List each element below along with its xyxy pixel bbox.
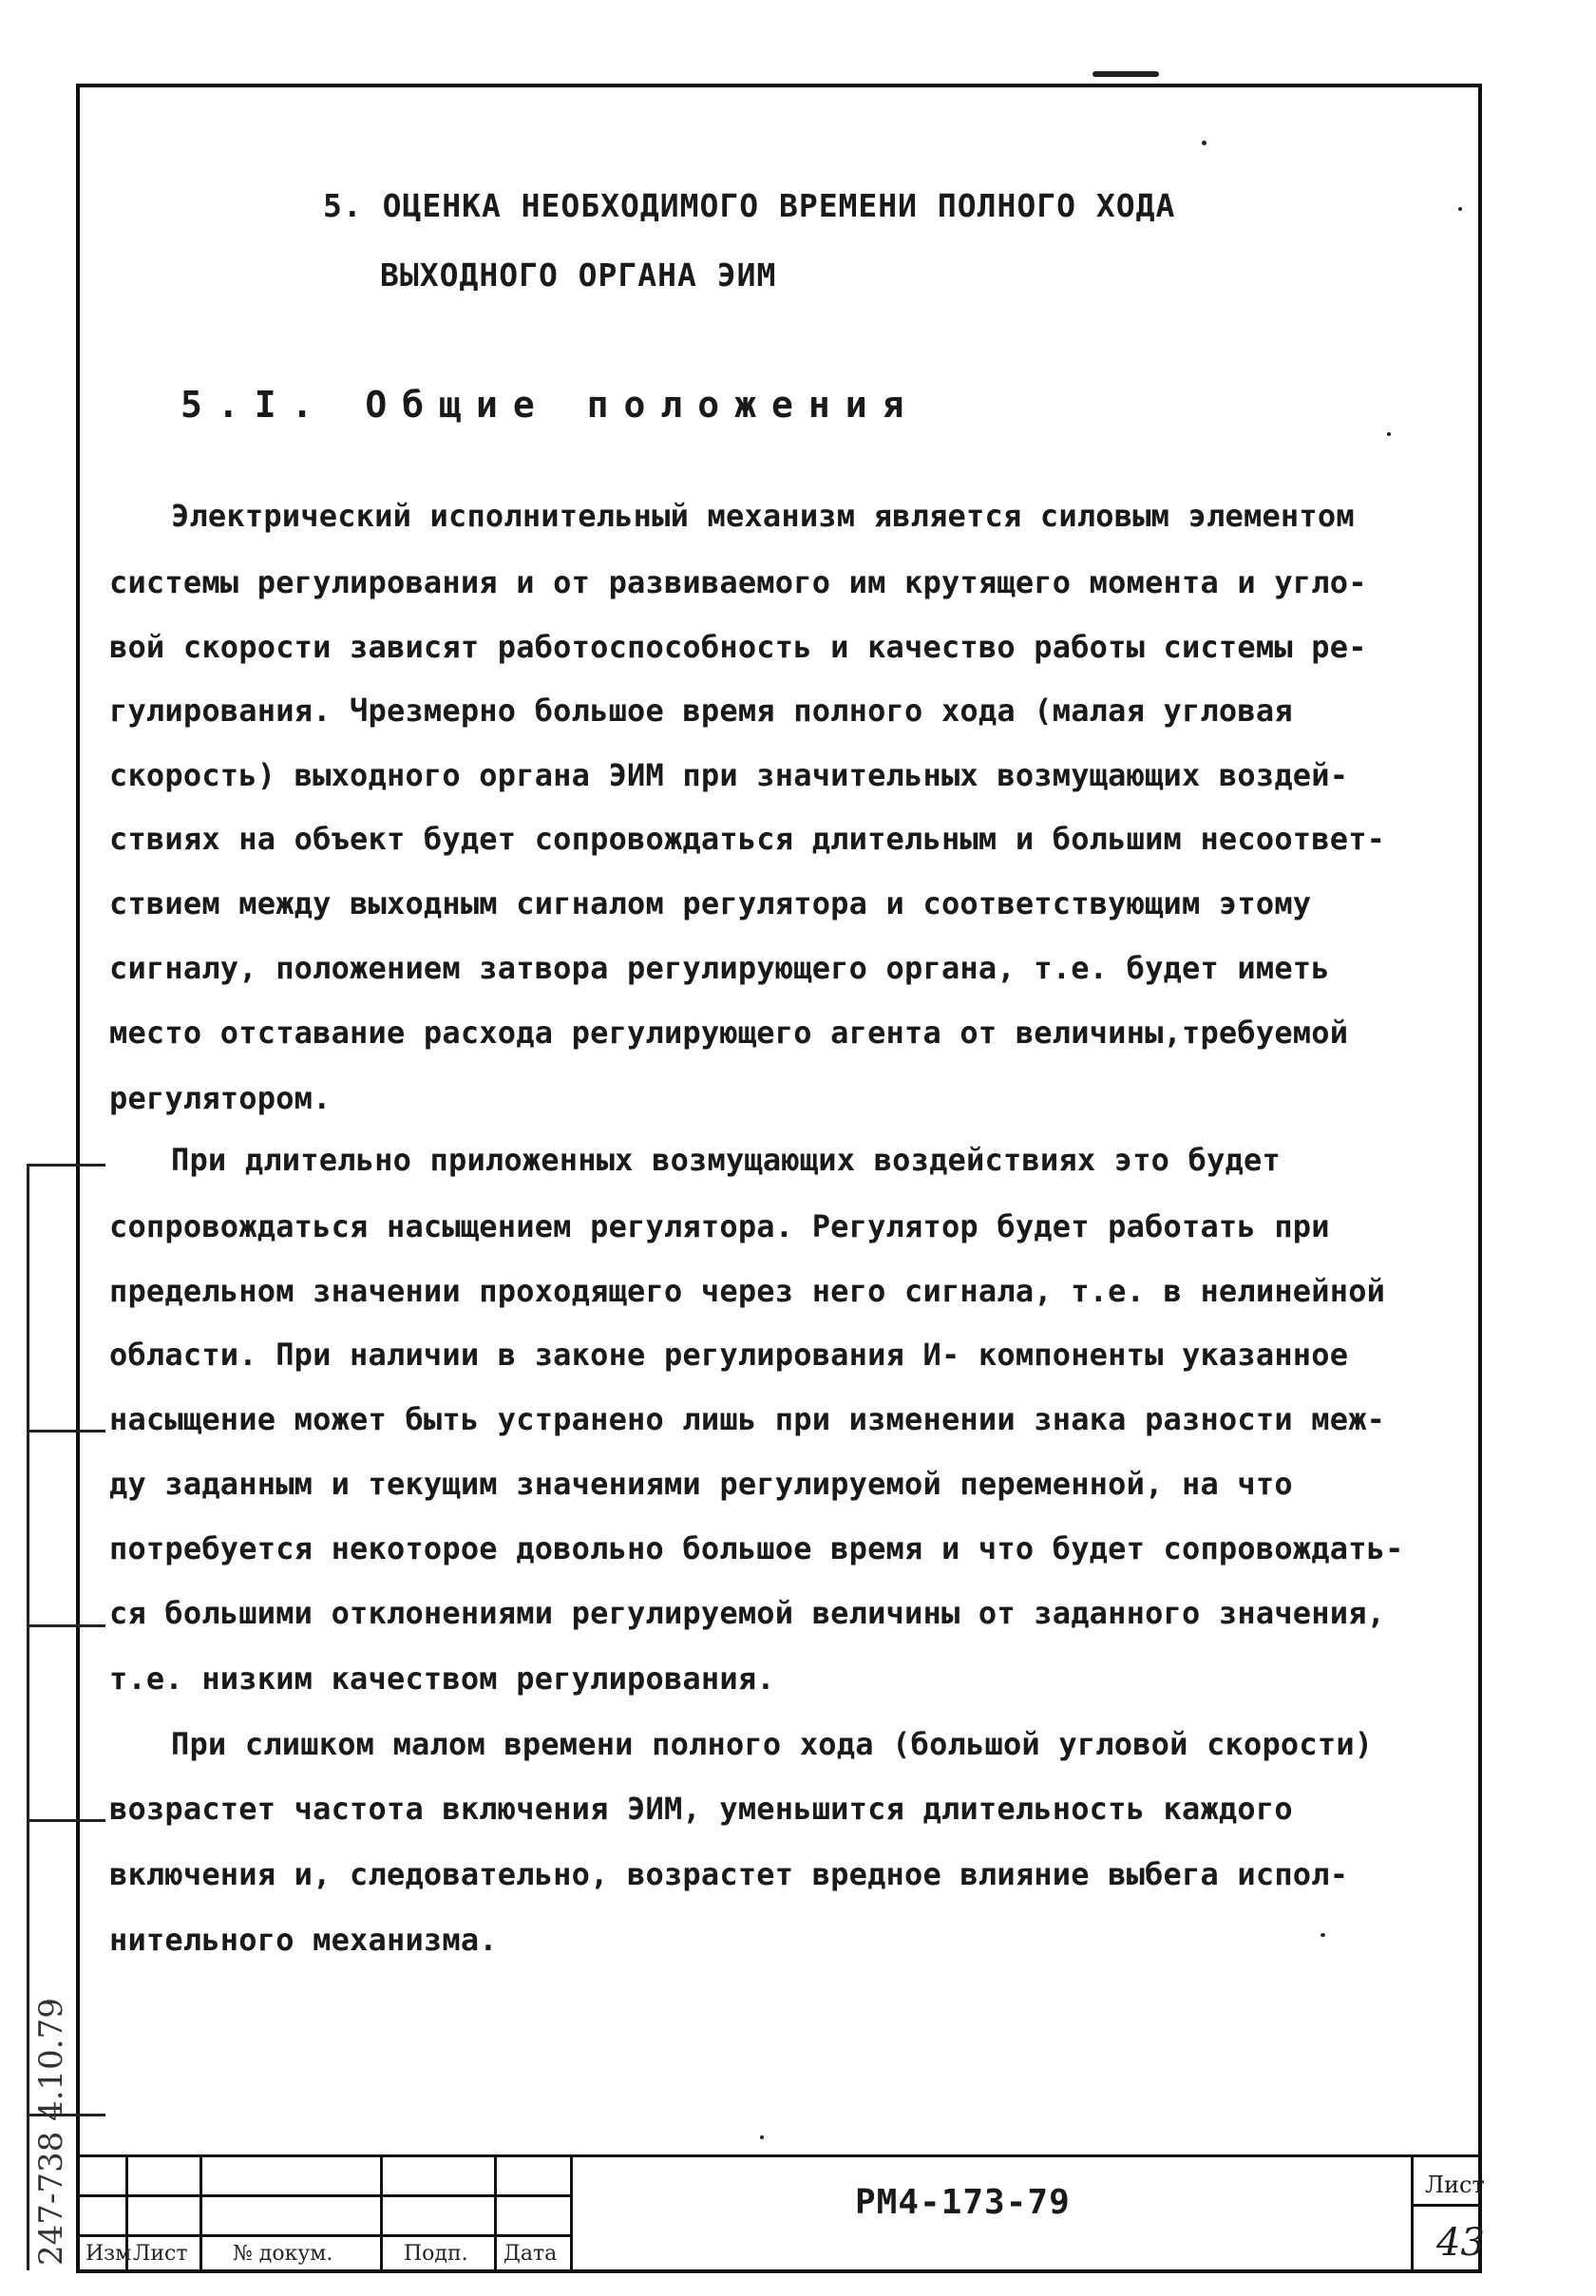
text-line: ду заданным и текущим значениями регулируемой переменной, на что (109, 1466, 1293, 1502)
text-line: нительного механизма. (109, 1922, 498, 1958)
text-line: гулирования. Чрезмерно большое время полного хода (малая угловая (109, 693, 1293, 729)
sheet-label: Лист (1425, 2172, 1485, 2198)
column-label-document: № докум. (233, 2242, 333, 2266)
text-line: сопровождаться насыщением регулятора. Регулятор будет работать при (109, 1208, 1330, 1244)
document-code: РМ4-173-79 (855, 2183, 1071, 2222)
text-line: ся большими отклонениями регулируемой величины от заданного значения, (109, 1595, 1386, 1631)
text-line: потребуется некоторое довольно большое время и что будет сопровождать- (109, 1530, 1404, 1566)
text-line: вой скорости зависят работоспособность и качество работы системы ре- (109, 629, 1367, 665)
margin-rule (29, 1624, 105, 1627)
subsection-title: 5.I. Общие положения (180, 384, 920, 426)
column-label-date: Дата (504, 2242, 558, 2266)
column-label-sheet: Лист (133, 2242, 188, 2266)
text-line: регулятором. (109, 1080, 332, 1116)
text-line: включения и, следовательно, возрастет вредное влияние выбега испол- (109, 1856, 1349, 1892)
text-line: системы регулирования и от развиваемого им крутящего момента и угло- (109, 564, 1367, 600)
scan-speck (1320, 1933, 1325, 1937)
margin-rule (29, 1164, 105, 1167)
text-line: предельном значении проходящего через него сигнала, т.е. в нелинейной (109, 1273, 1386, 1309)
sheet-number: 43 (1436, 2221, 1485, 2265)
text-line: При слишком малом времени полного хода (большой угловой скорости) (171, 1726, 1374, 1762)
text-line: ствием между выходным сигналом регулятора и соответствующим этому (109, 885, 1312, 921)
text-line: ствиях на объект будет сопровождаться длительным и большим несоответ- (109, 821, 1386, 857)
text-line: т.е. низким качеством регулирования. (109, 1660, 775, 1697)
scan-speck (1458, 207, 1462, 211)
section-title-line1: 5. ОЦЕНКА НЕОБХОДИМОГО ВРЕМЕНИ ПОЛНОГО ХОДА (323, 187, 1176, 224)
scan-speck (1202, 141, 1206, 145)
margin-rule (29, 1430, 105, 1433)
inventory-stamp: 247-738 4.10.79 (32, 1998, 70, 2266)
text-line: сигналу, положением затвора регулирующего органа, т.е. будет иметь (109, 950, 1330, 986)
text-line: возрастет частота включения ЭИМ, уменьшится длительность каждого (109, 1791, 1293, 1827)
text-line: место отставание расхода регулирующего агента от величины,требуемой (109, 1015, 1349, 1051)
section-title-line2: ВЫХОДНОГО ОРГАНА ЭИМ (380, 256, 777, 294)
scan-speck (760, 2135, 764, 2139)
margin-rule (29, 1819, 105, 1822)
text-line: насыщение может быть устранено лишь при изменении знака разности меж- (109, 1401, 1386, 1437)
text-line: области. При наличии в законе регулирования И- компоненты указанное (109, 1337, 1349, 1373)
text-line: Электрический исполнительный механизм является силовым элементом (171, 498, 1355, 534)
text-line: скорость) выходного органа ЭИМ при значительных возмущающих воздей- (109, 757, 1349, 793)
scan-speck (1387, 432, 1391, 436)
column-label-change: Изм (86, 2242, 132, 2266)
text-line: При длительно приложенных возмущающих воздействиях это будет (171, 1142, 1281, 1178)
title-block (76, 2154, 1485, 2273)
scan-streak (1092, 71, 1159, 77)
column-label-signature: Подп. (404, 2242, 468, 2266)
